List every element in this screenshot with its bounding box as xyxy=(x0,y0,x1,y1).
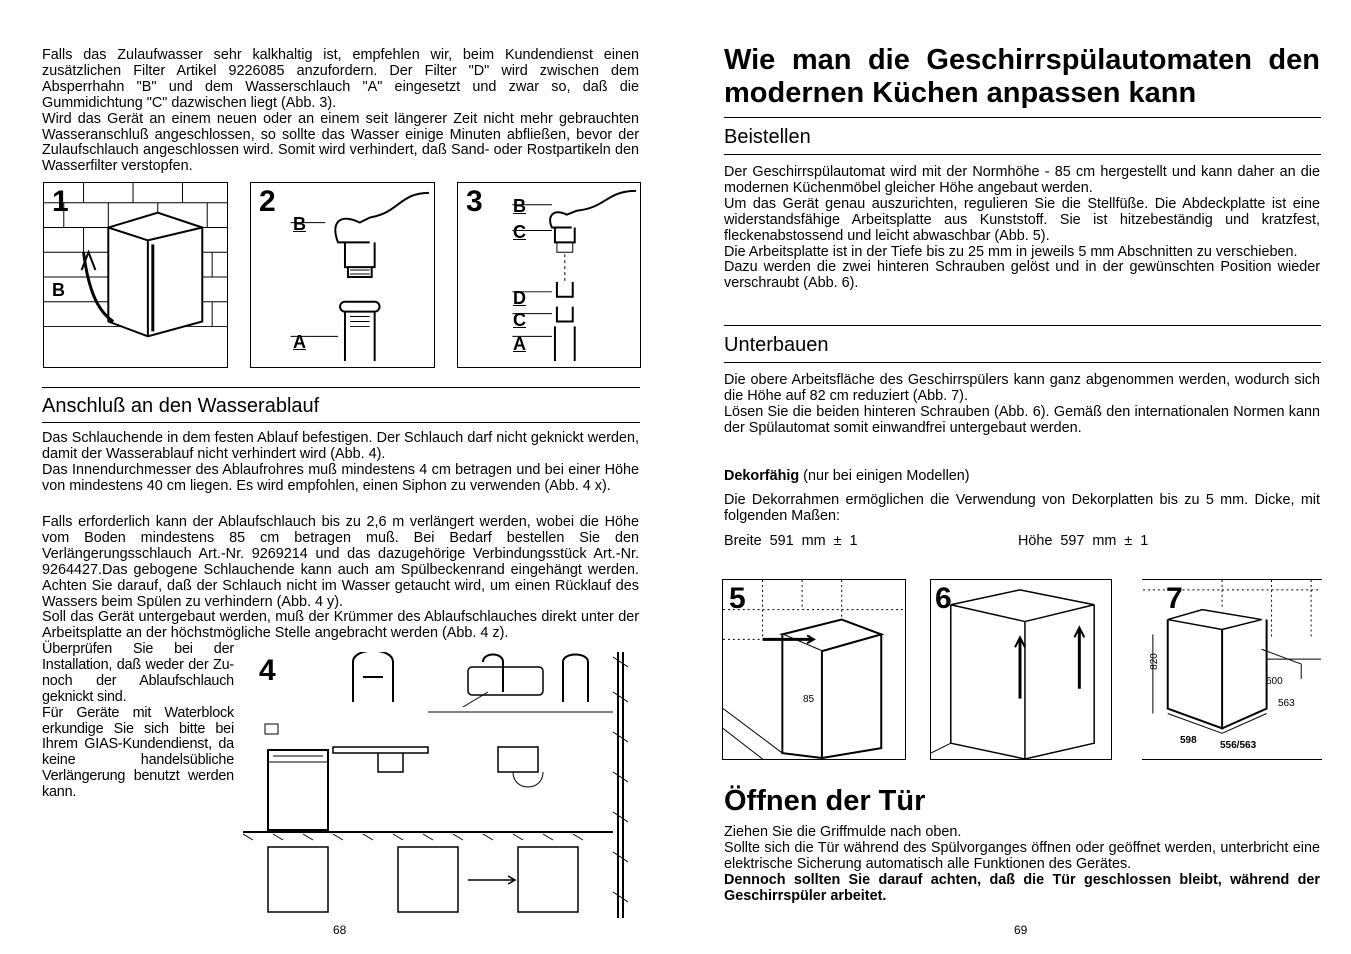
figure-2-drawing xyxy=(251,183,434,367)
door-paragraph-2: Sollte sich die Tür während des Spülvorganges öffnen oder geöffnet werden, unterbricht eine elektrische Sicherung automatisch alle Funktionen des Gerätes. xyxy=(724,839,1320,872)
section-heading-unterbauen: Unterbauen xyxy=(724,334,829,356)
drain-paragraph-1: Das Schlauchende in dem festen Ablauf befestigen. Der Schlauch darf nicht geknickt werden, damit der Wasserablauf nicht verhindert wird (Abb. 4). xyxy=(42,430,639,462)
beistellen-paragraph-1: Der Geschirrspülautomat wird mit der Normhöhe - 85 cm hergestellt und kann daher an die modernen Küchenmöbel gleicher Höhe angebaut werden. xyxy=(724,164,1320,196)
figure-6 xyxy=(930,579,1112,760)
side-note-paragraph-2: Für Geräte mit Waterblock erkundige Sie sich bitte bei Ihrem GIAS-Kundendienst, da keine handelsübliche Verlängerung benutzt werden kann. xyxy=(42,704,234,801)
left-page xyxy=(0,0,675,954)
intro-text xyxy=(42,48,639,175)
divider xyxy=(724,325,1321,326)
figure-2-label-a: A xyxy=(293,332,306,352)
figure-4-number: 4 xyxy=(259,654,276,687)
figure-4 xyxy=(243,652,628,918)
unterbauen-text xyxy=(724,373,1320,437)
figure-3 xyxy=(457,182,641,368)
unterbauen-paragraph-2: Lösen Sie die beiden hinteren Schrauben (Abb. 6). Gemäß den internationalen Normen kann der Spülautomat somit einwandfrei untergebaut werden. xyxy=(724,403,1320,436)
figure-2 xyxy=(250,182,435,368)
figure-5-number: 5 xyxy=(729,582,746,615)
drain-paragraph-2: Das Innendurchmesser des Ablaufrohres muß mindestens 4 cm betragen und bei einer Höhe von mindestens 40 cm liegen. Es wird empfohlen, einen Siphon zu verwenden (Abb. 4 x). xyxy=(42,461,639,494)
beistellen-paragraph-3: Die Arbeitsplatte ist in der Tiefe bis zu 25 mm in jeweils 5 mm Abschnitten zu verschieben. xyxy=(724,243,1298,260)
drain-paragraph-4: Soll das Gerät untergebaut werden, muß der Krümmer des Ablaufschlauches direkt unter der Arbeitsplatte an der höchstmögliche Stelle angebracht werden (Abb. 4 z). xyxy=(42,609,639,642)
dekor-text xyxy=(724,493,1320,525)
figure-2-label-b: B xyxy=(293,214,306,234)
beistellen-paragraph-4: Dazu werden die zwei hinteren Schrauben gelöst und in der gewünschten Position wieder verschraubt (Abb. 6). xyxy=(724,259,1320,292)
figure-2-number: 2 xyxy=(259,185,276,218)
page-title: Wie man die Geschirrspülautomaten den modernen Küchen anpassen kann xyxy=(724,44,1320,109)
figure-6-drawing xyxy=(931,580,1111,759)
door-paragraph-1: Ziehen Sie die Griffmulde nach oben. xyxy=(724,824,962,840)
side-note xyxy=(42,642,234,801)
figure-1-label-b: B xyxy=(52,280,65,300)
dekor-heading xyxy=(724,469,1320,485)
figure-7-number: 7 xyxy=(1166,582,1183,615)
hoehe-value: Höhe 597 mm ± 1 xyxy=(1018,533,1149,549)
figure-3-label-c2: C xyxy=(513,310,526,330)
figure-3-label-b: B xyxy=(513,196,526,216)
dekor-note: (nur bei einigen Modellen) xyxy=(799,468,970,484)
drain-text-1 xyxy=(42,431,639,495)
figure-6-number: 6 xyxy=(935,582,952,615)
breite-value: Breite 591 mm ± 1 xyxy=(724,533,858,549)
figure-7-label-height: 820 xyxy=(1148,653,1160,670)
figure-3-number: 3 xyxy=(466,185,483,218)
dekor-paragraph: Die Dekorrahmen ermöglichen die Verwendung von Dekorplatten bis zu 5 mm. Dicke, mit folgenden Maßen: xyxy=(724,492,1320,524)
figure-7-label-width: 598 xyxy=(1180,735,1197,746)
figure-1 xyxy=(43,182,228,368)
figure-3-drawing xyxy=(458,183,640,367)
door-title: Öffnen der Tür xyxy=(724,785,926,817)
intro-paragraph-1: Falls das Zulaufwasser sehr kalkhaltig ist, empfehlen wir, beim Kundendienst einen zusätzlichen Filter Artikel 9226085 anzufordern. Der Filter "D" wird zwischen dem Absperrhahn "B" und dem Wasserschlauch "A" eingesetzt und zwar so, daß die Gummidichtung "C" dazwischen liegt (Abb. 3). xyxy=(42,47,639,111)
dekor-bold-label: Dekorfähig xyxy=(724,468,800,484)
page-number-right: 69 xyxy=(1014,923,1028,937)
figure-7-label-side: 600 xyxy=(1266,676,1283,687)
side-note-paragraph-1: Überprüfen Sie bei der Installation, daß weder der Zu- noch der Ablaufschlauch geknickt sind. xyxy=(42,641,234,705)
figure-7 xyxy=(1142,579,1322,760)
section-heading-beistellen: Beistellen xyxy=(724,126,811,148)
beistellen-text xyxy=(724,165,1320,292)
figure-3-label-c: C xyxy=(513,222,526,242)
figure-7-label-side-2: 563 xyxy=(1278,698,1295,709)
figure-7-label-depth: 556/563 xyxy=(1220,740,1257,751)
right-page xyxy=(676,0,1351,954)
figure-3-label-a: A xyxy=(513,334,526,354)
divider xyxy=(724,154,1321,155)
figure-1-drawing xyxy=(44,183,227,367)
drain-text-2 xyxy=(42,515,639,642)
figure-5-drawing xyxy=(723,580,905,759)
divider xyxy=(724,117,1321,118)
figure-5-label: 85 xyxy=(803,694,815,705)
figure-4-drawing xyxy=(243,652,628,918)
intro-paragraph-2: Wird das Gerät an einem neuen oder an einem seit längerer Zeit nicht mehr gebrauchten Wasseranschluß angeschlossen, so sollte das Wasser einige Minuten abfließen, bevor der Zulaufschlauch angeschlossen wird. Somit wird verhindert, daß Sand- oder Rostpartikeln den Wasserfilter verstopfen. xyxy=(42,110,639,175)
divider xyxy=(724,362,1321,363)
figure-3-label-d: D xyxy=(513,288,526,308)
figure-1-number: 1 xyxy=(52,185,69,218)
figure-5 xyxy=(722,579,906,760)
door-text xyxy=(724,825,1320,905)
unterbauen-paragraph-1: Die obere Arbeitsfläche des Geschirrspülers kann ganz abgenommen werden, wodurch sich die Höhe auf 82 cm reduziert (Abb. 7). xyxy=(724,372,1320,404)
door-warning: Dennoch sollten Sie darauf achten, daß die Tür geschlossen bleibt, während der Geschirrspüler arbeitet. xyxy=(724,871,1320,904)
divider xyxy=(42,422,640,423)
section-heading-drain: Anschluß an den Wasserablauf xyxy=(42,395,320,417)
drain-paragraph-3: Falls erforderlich kann der Ablaufschlauch bis zu 2,6 m verlängert werden, wobei die Höhe vom Boden mindestens 85 cm betragen muß. Bei Bedarf bestellen Sie den Verlängerungsschlauch Art.-Nr. 9269214 und das dazugehörige Verbindungsstück Art.-Nr. 9264427.Das gebogene Schlauchende kann auch am Spülbeckenrand eingehängt werden. Achten Sie darauf, daß der Schlauch nicht im Wasser getaucht wird, um einen Rücklauf des Wassers beim Spülen zu verhindern (Abb. 4 y). xyxy=(42,514,639,610)
beistellen-paragraph-2: Um das Gerät genau auszurichten, regulieren Sie die Stellfüße. Die Abdeckplatte ist eine widerstandsfähige Arbeitsplatte aus Kunststoff. Sie ist hitzebeständig und kratzfest, fleckenabstossend und leicht abwaschbar (Abb. 5). xyxy=(724,195,1320,244)
page-number-left: 68 xyxy=(333,923,347,937)
divider xyxy=(42,387,640,388)
